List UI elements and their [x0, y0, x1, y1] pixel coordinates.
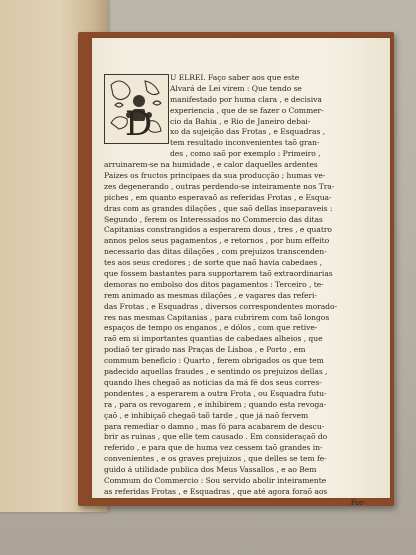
- text-line: convenientes , e os graves prejuizos , que delles se tem fe-: [104, 454, 327, 464]
- text-line: guido á utilidade publica dos Meus Vassallos , e ao Bem: [104, 465, 317, 475]
- text-line: U ELREI. Faço saber aos que este: [170, 73, 300, 82]
- text-line: pondentes , a esperarem a outra Frota , ou Esquadra futu-: [104, 388, 327, 398]
- decree-text-block: [104, 73, 374, 509]
- text-line: çaõ , e inhibiçaõ chegaõ taõ tarde , que já naõ fervem: [104, 410, 309, 420]
- svg-text:D: D: [125, 104, 153, 143]
- text-line: Paizes os fructos principaes da sua producção ; humas ve-: [104, 171, 326, 181]
- text-line: espaços de tempo os enganos , e dólos , com que retive-: [104, 323, 318, 333]
- document-page: [92, 38, 390, 507]
- text-line: experiencia , que de se fazer o Commer-: [170, 105, 324, 115]
- text-line: das Frotas , e Esquadras , diversos correspondentes morado-: [104, 301, 338, 311]
- text-line: des , como saõ por exemplo : Primeiro ,: [170, 149, 321, 159]
- text-line: para remediar o damno , mas fó para acabarem de descu-: [104, 421, 325, 431]
- text-line: rem animado as mesmas dilações , e vagares das referi-: [104, 290, 317, 300]
- text-line: tem resultado inconvenientes taõ gran-: [170, 138, 320, 148]
- text-line: referido , e para que de huma vez cessem taõ grandes in-: [104, 443, 323, 453]
- text-line: xo da sujeição das Frotas , e Esquadras ,: [170, 127, 326, 137]
- text-line: Capitanias constrangidos a esperarem dous , tres , e quatro: [104, 225, 332, 235]
- text-line: arruinarem-se na humidade , e calor daquelles ardentes: [104, 160, 318, 170]
- text-line: ra , para os revogarem , e inhibirem ; quando esta revoga-: [104, 399, 327, 409]
- text-line: podiaõ ter girado nas Praças de Lisboa , e Porto , em: [104, 345, 306, 355]
- text-line: dras com as grandes dilações , que saõ dellas inseparaveis :: [104, 203, 333, 213]
- text-line: commum beneficio : Quarto , ferem obrigados os que tem: [104, 356, 324, 366]
- text-line: tes aos seus credores ; de sorte que naõ havia cabedaes ,: [104, 258, 322, 268]
- text-line: manifestado por huma clara , e decisiva: [170, 94, 322, 104]
- text-line: Segundo , ferem os Interessados no Commercio das ditas: [104, 214, 323, 224]
- text-line: brir as ruinas , que elle tem causado . Em consideraçaõ do: [104, 432, 328, 442]
- text-line: raõ em si importantes quantias de cabedaes alheios , que: [104, 334, 323, 344]
- text-line: zes degenerando , outras perdendo-se inteiramente nos Tra-: [104, 181, 335, 191]
- text-line: as referidas Frotas , e Esquadras , que até agora foraõ aos: [104, 486, 328, 496]
- text-line: Por-: [350, 497, 366, 507]
- text-line: cio da Bahia , e Rio de Janeiro debai-: [170, 116, 311, 126]
- text-line: que fossem bastantes para supportarem taõ extraordinarias: [104, 269, 333, 279]
- text-line: Alvará de Lei virem : Que tendo se: [170, 83, 302, 93]
- text-line: necessario das ditas dilações , com prejuizos transcenden-: [104, 247, 327, 257]
- text-line: annos pelos seus pagamentos , e retornos , por hum effeito: [104, 236, 330, 246]
- text-line: demoras no embolso dos ditos pagamentos : Terceiro , te-: [104, 279, 324, 289]
- text-line: res nas mesmas Capitanias , para cubrirem com taõ longos: [104, 312, 330, 322]
- text-line: quando lhes chegaõ as noticias da má fé dos seus corres-: [104, 377, 322, 387]
- text-line: padecido aquellas fraudes , e sentindo os prejuizos dellas ,: [104, 367, 328, 377]
- text-line: piches , em quanto esperavaõ as referidas Frotas , e Esqua-: [104, 192, 332, 202]
- text-line: Commum do Commercio : Sou servido abolir inteiramente: [104, 475, 327, 485]
